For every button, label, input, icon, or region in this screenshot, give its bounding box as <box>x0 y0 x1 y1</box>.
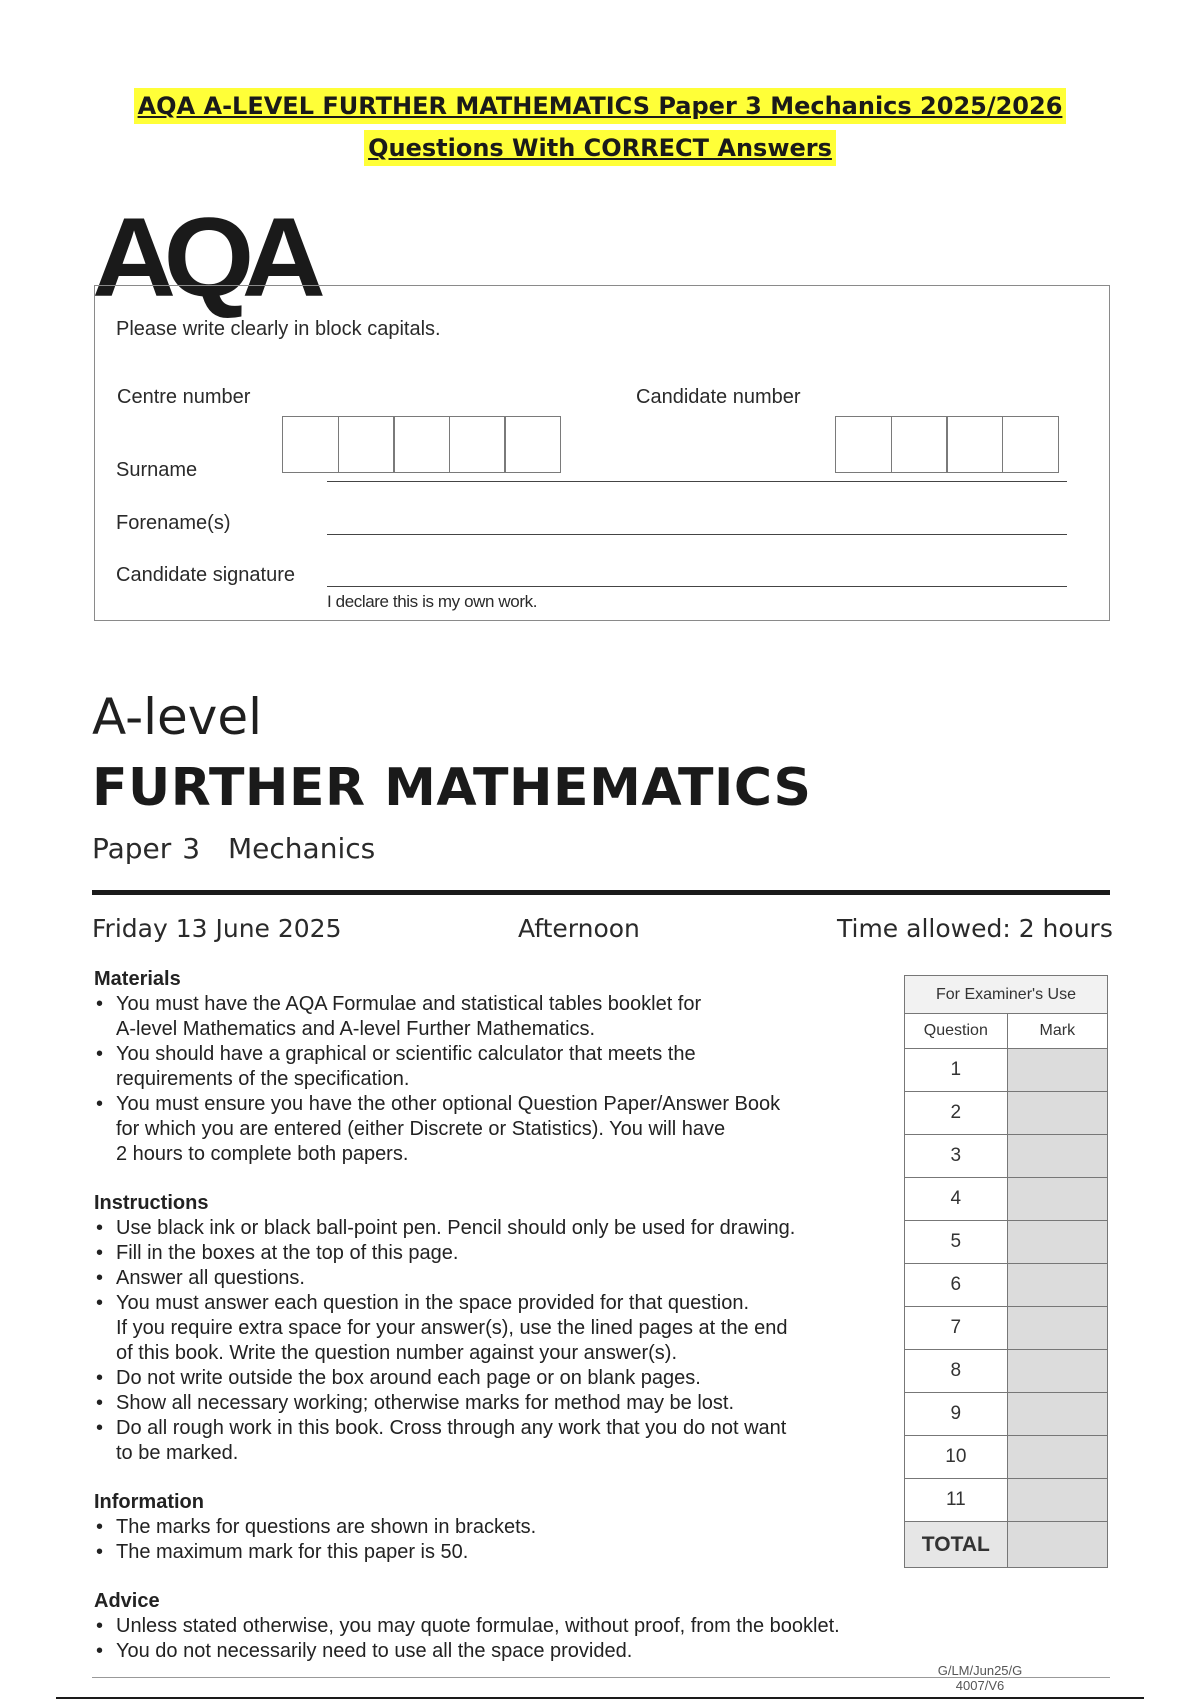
total-label: TOTAL <box>905 1522 1008 1568</box>
heading-divider <box>92 890 1110 895</box>
candidate-number-digit[interactable] <box>1002 416 1059 473</box>
time-allowed: Time allowed: 2 hours <box>837 914 1113 943</box>
list-item: • You do not necessarily need to use all the space provided. <box>94 1639 840 1664</box>
question-number: 3 <box>905 1135 1008 1178</box>
list-item: • You should have a graphical or scientific calculator that meets the requirements of the specification. <box>94 1042 780 1092</box>
materials-heading: Materials <box>94 968 181 990</box>
banner-title-line2: Questions With CORRECT Answers <box>364 130 836 166</box>
mark-cell <box>1007 1307 1107 1350</box>
mark-cell <box>1007 1436 1107 1479</box>
table-row <box>905 1135 1108 1178</box>
mark-cell <box>1007 1049 1107 1092</box>
surname-label: Surname <box>116 459 198 481</box>
information-section <box>94 1489 536 1565</box>
question-number: 5 <box>905 1221 1008 1264</box>
advice-section <box>94 1588 840 1664</box>
candidate-number-label: Candidate number <box>636 386 801 408</box>
list-item: • You must answer each question in the space provided for that question. If you require extra space for your answer(s), use the lined pages at the end of this book. Write the question number against your answer(s). <box>94 1291 795 1366</box>
exam-date: Friday 13 June 2025 <box>92 914 342 943</box>
examiner-use-table <box>904 975 1108 1568</box>
centre-number-digit[interactable] <box>504 416 561 473</box>
question-column-header: Question <box>905 1014 1008 1049</box>
table-row <box>905 1178 1108 1221</box>
exam-session: Afternoon <box>518 914 640 943</box>
centre-number-digit[interactable] <box>393 416 450 473</box>
information-heading: Information <box>94 1491 204 1513</box>
table-row <box>905 1264 1108 1307</box>
page-bottom-rule <box>56 1697 1144 1699</box>
declaration-text: I declare this is my own work. <box>327 592 538 611</box>
paper-title <box>92 832 375 865</box>
table-row <box>905 1307 1108 1350</box>
advice-heading: Advice <box>94 1590 160 1612</box>
materials-section <box>94 966 780 1167</box>
signature-field[interactable] <box>327 586 1067 587</box>
list-item: • You must ensure you have the other optional Question Paper/Answer Book for which you are entered (either Discrete or Statistics). You will have 2 hours to complete both papers. <box>94 1092 780 1167</box>
table-row <box>905 1393 1108 1436</box>
mark-cell <box>1007 1221 1107 1264</box>
mark-cell <box>1007 1479 1107 1522</box>
footer-divider <box>92 1677 1110 1678</box>
mark-cell <box>1007 1135 1107 1178</box>
list-item: • Show all necessary working; otherwise marks for method may be lost. <box>94 1391 795 1416</box>
candidate-number-digit[interactable] <box>835 416 892 473</box>
mark-cell <box>1007 1393 1107 1436</box>
mark-cell <box>1007 1092 1107 1135</box>
qualification-level: A-level <box>92 688 263 746</box>
title-banner <box>0 88 1200 166</box>
aqa-logo: AQA <box>92 195 314 320</box>
candidate-details-box <box>94 285 1110 621</box>
centre-number-digit[interactable] <box>449 416 506 473</box>
paper-component: Mechanics <box>228 832 376 865</box>
question-number: 11 <box>905 1479 1008 1522</box>
surname-field[interactable] <box>327 481 1067 482</box>
forenames-label: Forename(s) <box>116 512 231 534</box>
banner-title-line1: AQA A-LEVEL FURTHER MATHEMATICS Paper 3 Mechanics 2025/2026 <box>134 88 1067 124</box>
total-row <box>905 1522 1108 1568</box>
paper-number: Paper 3 <box>92 832 201 865</box>
table-row <box>905 1049 1108 1092</box>
candidate-number-digit[interactable] <box>891 416 948 473</box>
table-row <box>905 1221 1108 1264</box>
mark-cell <box>1007 1264 1107 1307</box>
centre-number-label: Centre number <box>117 386 251 408</box>
question-number: 7 <box>905 1307 1008 1350</box>
table-row <box>905 1350 1108 1393</box>
forenames-field[interactable] <box>327 534 1067 535</box>
list-item: • You must have the AQA Formulae and statistical tables booklet for A-level Mathematics and A-level Further Mathematics. <box>94 992 780 1042</box>
mark-cell <box>1007 1350 1107 1393</box>
question-number: 10 <box>905 1436 1008 1479</box>
total-mark-cell <box>1007 1522 1107 1568</box>
question-number: 2 <box>905 1092 1008 1135</box>
candidate-number-digit[interactable] <box>946 416 1003 473</box>
list-item: • Fill in the boxes at the top of this page. <box>94 1241 795 1266</box>
subject-title: FURTHER MATHEMATICS <box>92 758 812 818</box>
mark-column-header: Mark <box>1007 1014 1107 1049</box>
instructions-section <box>94 1190 795 1466</box>
block-capitals-instruction: Please write clearly in block capitals. <box>116 318 441 340</box>
paper-reference-code: G/LM/Jun25/G 4007/V6 <box>937 1663 1023 1693</box>
list-item: • Do all rough work in this book. Cross through any work that you do not want to be marked. <box>94 1416 795 1466</box>
list-item: • The maximum mark for this paper is 50. <box>94 1540 536 1565</box>
question-number: 9 <box>905 1393 1008 1436</box>
question-number: 8 <box>905 1350 1008 1393</box>
mark-cell <box>1007 1178 1107 1221</box>
centre-number-digit[interactable] <box>338 416 395 473</box>
list-item: • Use black ink or black ball-point pen. Pencil should only be used for drawing. <box>94 1216 795 1241</box>
list-item: • Unless stated otherwise, you may quote formulae, without proof, from the booklet. <box>94 1614 840 1639</box>
candidate-number-boxes[interactable] <box>835 416 1057 473</box>
question-number: 4 <box>905 1178 1008 1221</box>
list-item: • Do not write outside the box around each page or on blank pages. <box>94 1366 795 1391</box>
table-row <box>905 1092 1108 1135</box>
centre-number-digit[interactable] <box>282 416 339 473</box>
list-item: • The marks for questions are shown in brackets. <box>94 1515 536 1540</box>
question-number: 6 <box>905 1264 1008 1307</box>
centre-number-boxes[interactable] <box>282 416 560 473</box>
table-row <box>905 1436 1108 1479</box>
examiner-table-title: For Examiner's Use <box>905 976 1108 1014</box>
table-row <box>905 1479 1108 1522</box>
instructions-heading: Instructions <box>94 1192 209 1214</box>
question-number: 1 <box>905 1049 1008 1092</box>
list-item: • Answer all questions. <box>94 1266 795 1291</box>
signature-label: Candidate signature <box>116 564 296 586</box>
